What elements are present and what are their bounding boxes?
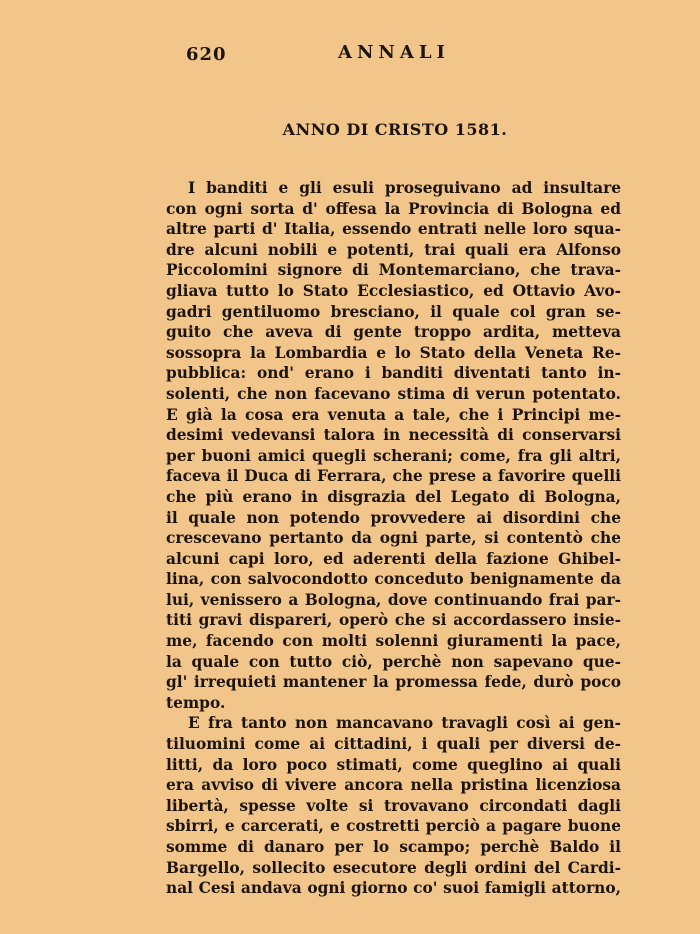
text-line: per buoni amici quegli scherani; come, fra gli altri, [166, 446, 621, 465]
text-line: crescevano pertanto da ogni parte, si contentò che [166, 529, 621, 548]
text-line: Piccolomini signore di Montemarciano, che trava- [166, 261, 621, 280]
text-line: pubblica: ond' erano i banditi diventati tanto in- [166, 364, 621, 383]
text-line: lina, con salvocondotto conceduto benignamente da [166, 570, 621, 589]
section-heading: ANNO DI CRISTO 1581. [282, 120, 508, 139]
text-line: altre parti d' Italia, essendo entrati nelle loro squa- [166, 220, 621, 239]
text-line: alcuni capi loro, ed aderenti della fazione Ghibel- [166, 549, 621, 568]
text-line: me, facendo con molti solenni giuramenti la pace, [166, 632, 621, 651]
page-number: 620 [186, 44, 227, 65]
text-line: somme di danaro per lo scampo; perchè Baldo il [166, 838, 621, 856]
text-line: litti, da loro poco stimati, come queglino ai quali [166, 755, 621, 774]
text-line: sossopra la Lombardia e lo Stato della Veneta Re- [166, 343, 621, 362]
text-line: E fra tanto non mancavano travagli così ai gen- [188, 714, 621, 733]
text-line: nal Cesi andava ogni giorno co' suoi famigli attorno, [166, 879, 621, 898]
text-line: faceva il Duca di Ferrara, che prese a favorire quelli [166, 467, 621, 486]
text-line: libertà, spesse volte si trovavano circondati dagli [166, 796, 621, 815]
text-line: titi gravi dispareri, operò che si accordassero insie- [166, 611, 621, 630]
text-line: desimi vedevansi talora in necessità di conservarsi [166, 426, 621, 445]
text-line: I banditi e gli esuli proseguivano ad insultare [188, 179, 621, 197]
running-title: ANNALI [338, 42, 450, 63]
text-line: tempo. [166, 693, 226, 712]
text-line: che più erano in disgrazia del Legato di Bologna, [166, 487, 621, 506]
text-line: tiluomini come ai cittadini, i quali per diversi de- [166, 735, 621, 754]
text-line: dre alcuni nobili e potenti, trai quali era Alfonso [166, 240, 621, 259]
body-text [166, 178, 621, 899]
text-line: gliava tutto lo Stato Ecclesiastico, ed Ottavio Avo- [166, 281, 621, 300]
text-line: il quale non potendo provvedere ai disordini che [166, 508, 621, 527]
text-line: sbirri, e carcerati, e costretti perciò a pagare buone [166, 817, 621, 836]
text-line: gl' irrequieti mantener la promessa fede, durò poco [166, 673, 621, 692]
text-line: E già la cosa era venuta a tale, che i Principi me- [166, 405, 621, 424]
text-line: la quale con tutto ciò, perchè non sapevano que- [166, 652, 621, 671]
text-line: lui, venissero a Bologna, dove continuando frai par- [166, 590, 621, 609]
text-line: Bargello, sollecito esecutore degli ordini del Cardi- [166, 858, 621, 877]
text-line: solenti, che non facevano stima di verun potentato. [166, 384, 621, 403]
text-line: con ogni sorta d' offesa la Provincia di Bologna ed [166, 199, 621, 218]
text-line: guito che aveva di gente troppo ardita, metteva [166, 323, 621, 342]
text-line: gadri gentiluomo bresciano, il quale col gran se- [166, 302, 621, 321]
text-line: era avviso di vivere ancora nella pristina licenziosa [166, 776, 621, 795]
